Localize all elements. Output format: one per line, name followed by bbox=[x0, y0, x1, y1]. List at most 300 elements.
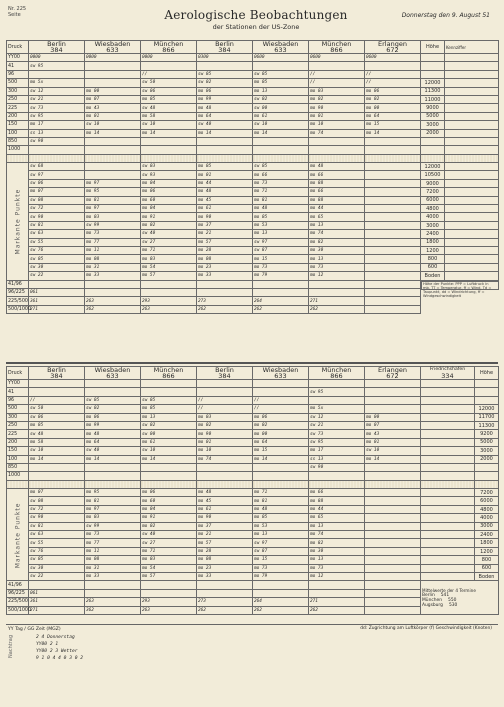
reading-cell bbox=[365, 171, 421, 179]
summary-city: München bbox=[422, 597, 443, 603]
pressure-level: 96 bbox=[7, 70, 29, 78]
subheader-row bbox=[7, 154, 499, 162]
wind-cell bbox=[365, 598, 421, 606]
station-name: Friedrichshafen bbox=[429, 367, 466, 372]
reading-cell: mo 11 bbox=[85, 547, 141, 555]
reading-cell: mo 48 bbox=[253, 205, 309, 213]
reading-cell: sw 97 bbox=[253, 539, 309, 547]
reading-cell: mo 88 bbox=[309, 497, 365, 505]
wind-cell bbox=[365, 581, 421, 589]
pressure-level: 250 bbox=[7, 95, 29, 103]
wind-cell bbox=[365, 305, 421, 313]
reading-cell: mo 14 bbox=[29, 455, 85, 463]
kennziffer-cell bbox=[445, 221, 499, 229]
reading-cell: mo 00 bbox=[365, 104, 421, 112]
station-name: Berlin bbox=[47, 366, 66, 374]
wind-cell: 362 bbox=[85, 305, 141, 313]
reading-cell bbox=[141, 463, 197, 471]
hatch-cell bbox=[365, 480, 421, 488]
markant-row bbox=[7, 171, 499, 179]
reading-cell: sw 40 bbox=[197, 121, 253, 129]
reading-cell: mo 61 bbox=[141, 438, 197, 446]
reading-cell: mo 05 bbox=[141, 95, 197, 103]
hohe-cell bbox=[475, 463, 499, 471]
hohe-cell bbox=[421, 70, 445, 78]
reading-cell: mo 13 bbox=[253, 531, 309, 539]
reading-cell: sw 99 bbox=[85, 221, 141, 229]
reading-cell bbox=[365, 255, 421, 263]
reading-cell bbox=[365, 205, 421, 213]
reading-cell: mo 04 bbox=[141, 179, 197, 187]
reading-cell: mo 71 bbox=[253, 489, 309, 497]
reading-cell: sw 05 bbox=[85, 396, 141, 404]
hohe-cell bbox=[475, 472, 499, 480]
markant-row bbox=[7, 505, 499, 513]
hohe-cell: 9000 bbox=[421, 104, 445, 112]
reading-cell: mo 65 bbox=[309, 213, 365, 221]
wind-cell: 262 bbox=[197, 606, 253, 614]
hatch-cell bbox=[141, 154, 197, 162]
hohe-cell: 5000 bbox=[421, 112, 445, 120]
reading-cell: mo 30 bbox=[309, 547, 365, 555]
reading-cell: mo 73 bbox=[85, 230, 141, 238]
reading-cell bbox=[421, 388, 475, 396]
page-title: Aerologische Beobachtungen bbox=[164, 8, 348, 22]
hohe-cell: 3000 bbox=[421, 121, 445, 129]
reading-cell: mo 13 bbox=[309, 221, 365, 229]
reading-cell: sw 10 bbox=[253, 121, 309, 129]
reading-cell: mo 81 bbox=[253, 196, 309, 204]
hohe-column-header: Höhe bbox=[475, 367, 499, 380]
reading-cell: mo 74 bbox=[309, 531, 365, 539]
reading-cell bbox=[141, 380, 197, 388]
reading-cell: mo 08 bbox=[85, 556, 141, 564]
hohe-cell: 4800 bbox=[475, 505, 499, 513]
reading-cell: sw 95 bbox=[309, 438, 365, 446]
kennziffer-column-header: Kennziffer bbox=[445, 41, 499, 54]
reading-cell: mo 95 bbox=[85, 489, 141, 497]
markant-row bbox=[7, 221, 499, 229]
hatch-cell bbox=[475, 480, 499, 488]
reading-cell bbox=[421, 421, 475, 429]
pressure-level: YY00 bbox=[7, 54, 29, 62]
reading-cell: sw 76 bbox=[29, 547, 85, 555]
station-header-row bbox=[7, 367, 499, 380]
reading-cell: mo 06 bbox=[365, 87, 421, 95]
reading-cell: mo 13 bbox=[253, 87, 309, 95]
hohe-cell: 800 bbox=[421, 255, 445, 263]
table-row bbox=[7, 405, 499, 413]
kennziffer-cell bbox=[445, 95, 499, 103]
station-name: Berlin bbox=[215, 366, 234, 374]
kennziffer-cell bbox=[445, 104, 499, 112]
reading-cell: mo 73 bbox=[253, 564, 309, 572]
reading-cell bbox=[365, 405, 421, 413]
reading-cell: sw 05 bbox=[197, 70, 253, 78]
reading-cell: sw 40 bbox=[141, 531, 197, 539]
hatch-cell bbox=[197, 154, 253, 162]
reading-cell: mo 10 bbox=[197, 447, 253, 455]
reading-cell: sw 40 bbox=[141, 230, 197, 238]
table-row bbox=[7, 413, 499, 421]
wind-cell bbox=[253, 581, 309, 589]
hatch-cell bbox=[7, 480, 29, 488]
extra-station-header bbox=[421, 367, 475, 380]
kennziffer-cell bbox=[445, 129, 499, 137]
markant-row bbox=[7, 556, 499, 564]
table-row bbox=[7, 121, 499, 129]
reading-cell bbox=[365, 396, 421, 404]
reading-cell: mo 07 bbox=[85, 95, 141, 103]
reading-cell: sw 68 bbox=[29, 163, 85, 171]
reading-cell: mo 14 bbox=[141, 129, 197, 137]
wind-cell: 263 bbox=[85, 297, 141, 305]
markant-row bbox=[7, 196, 499, 204]
reading-cell: mo 58 bbox=[29, 438, 85, 446]
pressure-level: 850 bbox=[7, 463, 29, 471]
hatch-cell bbox=[85, 154, 141, 162]
hohe-cell: 3000 bbox=[475, 447, 499, 455]
wind-cell bbox=[29, 280, 85, 288]
wind-cell: 263 bbox=[141, 606, 197, 614]
reading-cell bbox=[365, 179, 421, 187]
reading-cell bbox=[141, 472, 197, 480]
hohe-cell: 6000 bbox=[421, 196, 445, 204]
reading-cell: mo 95 bbox=[85, 188, 141, 196]
reading-cell: mo 66 bbox=[309, 489, 365, 497]
reading-cell bbox=[365, 272, 421, 280]
reading-cell bbox=[421, 572, 475, 580]
reading-cell: mo 13 bbox=[141, 413, 197, 421]
reading-cell: mo 13 bbox=[253, 230, 309, 238]
reading-cell bbox=[29, 146, 85, 154]
reading-cell bbox=[421, 438, 475, 446]
reading-cell: // bbox=[197, 396, 253, 404]
kennziffer-cell bbox=[445, 188, 499, 196]
station-number: 384 bbox=[218, 46, 231, 54]
time-cell: 0000 bbox=[85, 54, 141, 62]
station-number: 672 bbox=[386, 46, 399, 54]
reading-cell: mo 01 bbox=[85, 112, 141, 120]
summary-value: 541 bbox=[440, 592, 450, 598]
sheet-number bbox=[8, 6, 26, 18]
station-header bbox=[253, 41, 309, 54]
markant-side-label: Markante Punkte bbox=[7, 163, 29, 280]
wind-cell bbox=[365, 297, 421, 305]
reading-cell: sw 81 bbox=[29, 221, 85, 229]
reading-cell: mo 15 bbox=[253, 447, 309, 455]
reading-cell: mo 08 bbox=[197, 255, 253, 263]
station-number: 334 bbox=[441, 372, 454, 380]
footer-area bbox=[6, 624, 498, 701]
wind-cell: 264 bbox=[253, 598, 309, 606]
reading-cell bbox=[421, 489, 475, 497]
wind-cell bbox=[85, 589, 141, 597]
reading-cell: mo 44 bbox=[309, 505, 365, 513]
pressure-level: 96 bbox=[7, 396, 29, 404]
station-number: 866 bbox=[330, 46, 343, 54]
reading-cell: mo 08 bbox=[85, 255, 141, 263]
reading-cell: sw 30 bbox=[29, 263, 85, 271]
reading-cell bbox=[365, 146, 421, 154]
pressure-level: 300 bbox=[7, 87, 29, 95]
reading-cell bbox=[85, 171, 141, 179]
reading-cell: mo 13 bbox=[309, 556, 365, 564]
wind-cell bbox=[309, 589, 365, 597]
reading-cell: mo 06 bbox=[141, 489, 197, 497]
wind-cell bbox=[85, 288, 141, 296]
table-row bbox=[7, 104, 499, 112]
hohe-cell: 2400 bbox=[421, 230, 445, 238]
wind-cell: 264 bbox=[253, 297, 309, 305]
reading-cell: sw 10 bbox=[29, 447, 85, 455]
reading-cell: sw 95 bbox=[309, 388, 365, 396]
markant-row bbox=[7, 230, 499, 238]
reading-cell: mo 02 bbox=[141, 221, 197, 229]
kennziffer-cell bbox=[445, 230, 499, 238]
hatch-cell bbox=[421, 480, 475, 488]
reading-cell bbox=[421, 463, 475, 471]
reading-cell: mo 74 bbox=[309, 129, 365, 137]
wind-cell bbox=[141, 288, 197, 296]
station-name: Berlin bbox=[47, 40, 66, 48]
station-number: 633 bbox=[106, 372, 119, 380]
reading-cell bbox=[421, 447, 475, 455]
table-row bbox=[7, 463, 499, 471]
reading-cell: mo 61 bbox=[197, 505, 253, 513]
station-number: 633 bbox=[274, 46, 287, 54]
station-number: 633 bbox=[106, 46, 119, 54]
time-cell: 0600 bbox=[253, 54, 309, 62]
wind-cell: 061 bbox=[29, 288, 85, 296]
reading-cell bbox=[421, 497, 475, 505]
reading-cell bbox=[197, 62, 253, 70]
wind-layer-label: 41/96 bbox=[7, 581, 29, 589]
reading-cell: sw 12 bbox=[309, 413, 365, 421]
reading-cell: mo 14 bbox=[197, 129, 253, 137]
reading-cell: mo 15 bbox=[253, 255, 309, 263]
table-row bbox=[7, 70, 499, 78]
station-header bbox=[309, 41, 365, 54]
reading-cell bbox=[421, 413, 475, 421]
wind-row bbox=[7, 280, 499, 288]
reading-cell: sw 48 bbox=[29, 430, 85, 438]
kennziffer-cell bbox=[445, 205, 499, 213]
pressure-level: 100 bbox=[7, 129, 29, 137]
reading-cell: mo 77 bbox=[85, 539, 141, 547]
reading-cell: mo 02 bbox=[141, 522, 197, 530]
time-cell: 0000 bbox=[141, 54, 197, 62]
wind-cell bbox=[85, 581, 141, 589]
hohe-cell: 11300 bbox=[475, 421, 499, 429]
reading-cell: mo 31 bbox=[85, 564, 141, 572]
reading-cell: mo 05 bbox=[253, 79, 309, 87]
wind-row bbox=[7, 581, 499, 589]
markant-row bbox=[7, 163, 499, 171]
sheet-seite: Seite bbox=[8, 12, 21, 18]
hatch-cell bbox=[7, 154, 29, 162]
reading-cell bbox=[421, 380, 475, 388]
reading-cell: mo 05 bbox=[29, 421, 85, 429]
reading-cell bbox=[141, 146, 197, 154]
reading-cell bbox=[253, 62, 309, 70]
wind-cell: 293 bbox=[141, 297, 197, 305]
reading-cell: mo 03 bbox=[197, 413, 253, 421]
hohe-cell: 12000 bbox=[475, 405, 499, 413]
hohe-cell: 1800 bbox=[475, 539, 499, 547]
reading-cell bbox=[421, 539, 475, 547]
station-name: Wiesbaden bbox=[94, 40, 131, 48]
reading-cell: mo 74 bbox=[309, 230, 365, 238]
wind-cell bbox=[197, 581, 253, 589]
reading-cell: mo 97 bbox=[85, 505, 141, 513]
reading-cell bbox=[421, 531, 475, 539]
summary-value: 550 bbox=[448, 597, 457, 603]
reading-cell: mo 06 bbox=[141, 188, 197, 196]
hatch-cell bbox=[29, 480, 85, 488]
reading-cell: // bbox=[253, 405, 309, 413]
reading-cell: mo 06 bbox=[197, 87, 253, 95]
markant-row bbox=[7, 238, 499, 246]
reading-cell: mo 07 bbox=[29, 489, 85, 497]
reading-cell: mo 08 bbox=[197, 556, 253, 564]
upper-data-table bbox=[6, 40, 499, 314]
reading-cell bbox=[421, 522, 475, 530]
reading-cell: mo 91 bbox=[141, 514, 197, 522]
reading-cell bbox=[197, 388, 253, 396]
markant-row bbox=[7, 489, 499, 497]
reading-cell: mo 37 bbox=[197, 221, 253, 229]
reading-cell bbox=[365, 505, 421, 513]
reading-cell: mo 07 bbox=[29, 188, 85, 196]
reading-cell: sw 10 bbox=[141, 121, 197, 129]
station-number: 384 bbox=[50, 372, 63, 380]
hohe-cell: 12000 bbox=[421, 79, 445, 87]
kennziffer-cell bbox=[445, 54, 499, 62]
hohe-cell: 9200 bbox=[475, 430, 499, 438]
pressure-level: 500 bbox=[7, 405, 29, 413]
kennziffer-cell bbox=[445, 213, 499, 221]
kennziffer-cell bbox=[445, 179, 499, 187]
reading-cell: mo 64 bbox=[197, 112, 253, 120]
reading-cell: mo 14 bbox=[365, 129, 421, 137]
reading-cell: sw 05 bbox=[29, 255, 85, 263]
pressure-level: 250 bbox=[7, 421, 29, 429]
reading-cell: sw 63 bbox=[29, 230, 85, 238]
reading-cell bbox=[141, 62, 197, 70]
reading-cell: mo 17 bbox=[309, 447, 365, 455]
reading-cell bbox=[197, 137, 253, 145]
hohe-cell: 12000 bbox=[421, 163, 445, 171]
footer-row: 9 1 0 4 4 0 3 0 2 bbox=[36, 656, 84, 661]
hohe-column-header: Höhe bbox=[421, 41, 445, 54]
reading-cell: mo 23 bbox=[197, 564, 253, 572]
reading-cell: mo 88 bbox=[309, 179, 365, 187]
reading-cell: mo 05 bbox=[253, 213, 309, 221]
hohe-cell: 3000 bbox=[475, 522, 499, 530]
table-row bbox=[7, 447, 499, 455]
station-name: Wiesbaden bbox=[262, 366, 299, 374]
reading-cell bbox=[365, 472, 421, 480]
hatch-cell bbox=[309, 154, 365, 162]
wind-cell bbox=[253, 589, 309, 597]
reading-cell: sw 03 bbox=[141, 163, 197, 171]
hatch-cell bbox=[29, 154, 85, 162]
reading-cell: mo 77 bbox=[85, 238, 141, 246]
reading-cell bbox=[365, 547, 421, 555]
reading-cell: // bbox=[309, 79, 365, 87]
table-row bbox=[7, 79, 499, 87]
reading-cell: mo 11 bbox=[85, 246, 141, 254]
reading-cell bbox=[253, 137, 309, 145]
reading-cell: sw 90 bbox=[29, 213, 85, 221]
reading-cell: mo 14 bbox=[141, 455, 197, 463]
reading-cell: // bbox=[141, 70, 197, 78]
reading-cell bbox=[365, 388, 421, 396]
wind-layer-label: 96/225 bbox=[7, 288, 29, 296]
reading-cell: sw 55 bbox=[29, 539, 85, 547]
pressure-level: 100 bbox=[7, 455, 29, 463]
reading-cell bbox=[85, 70, 141, 78]
reading-cell: mo 06 bbox=[253, 413, 309, 421]
reading-cell: sw 21 bbox=[29, 95, 85, 103]
reading-cell bbox=[85, 79, 141, 87]
reading-cell: mo 23 bbox=[197, 263, 253, 271]
reading-cell: ss 13 bbox=[309, 455, 365, 463]
reading-cell bbox=[85, 163, 141, 171]
reading-cell bbox=[365, 522, 421, 530]
reading-cell: sw 97 bbox=[29, 171, 85, 179]
reading-cell: mo 53 bbox=[253, 221, 309, 229]
hatch-cell bbox=[253, 480, 309, 488]
wind-cell bbox=[197, 280, 253, 288]
reading-cell: sw 30 bbox=[29, 564, 85, 572]
summary-cell bbox=[421, 581, 499, 615]
station-name: Erlangen bbox=[378, 40, 407, 48]
reading-cell: sw 06 bbox=[29, 413, 85, 421]
reading-cell bbox=[365, 246, 421, 254]
reading-cell: mo 02 bbox=[197, 421, 253, 429]
reading-cell: mo 60 bbox=[141, 196, 197, 204]
page-subtitle: der Stationen der US-Zone bbox=[212, 23, 300, 31]
table-row bbox=[7, 54, 499, 62]
reading-cell: mo 99 bbox=[197, 95, 253, 103]
reading-cell: mo 82 bbox=[309, 539, 365, 547]
station-number: 633 bbox=[274, 372, 287, 380]
reading-cell: mo 71 bbox=[253, 188, 309, 196]
reading-cell: mo 14 bbox=[85, 455, 141, 463]
time-cell: 0000 bbox=[29, 54, 85, 62]
reading-cell: sw 08 bbox=[29, 497, 85, 505]
hohe-cell: 7200 bbox=[421, 188, 445, 196]
reading-cell: mo 33 bbox=[197, 272, 253, 280]
station-header bbox=[85, 41, 141, 54]
reading-cell bbox=[365, 188, 421, 196]
wind-cell bbox=[309, 581, 365, 589]
reading-cell bbox=[365, 213, 421, 221]
wind-cell bbox=[365, 288, 421, 296]
hatch-cell bbox=[197, 480, 253, 488]
station-header bbox=[85, 367, 141, 380]
hohe-cell: 2000 bbox=[421, 129, 445, 137]
reading-cell: mo 48 bbox=[197, 188, 253, 196]
station-name: Berlin bbox=[215, 40, 234, 48]
footer-row: 2 4 Donnerstag bbox=[36, 635, 75, 640]
wind-cell bbox=[197, 589, 253, 597]
station-number: 866 bbox=[162, 46, 175, 54]
notes-text: Höhe der Punkte: PPP = Luftdruck in mb, TT = Temperatur, ff = Wind, Td = Taupunkt, dd = Windrichtung, ff = Windgeschwindigkeit bbox=[421, 281, 499, 290]
footer-row: YY00 2 3 Wetter bbox=[36, 649, 78, 654]
